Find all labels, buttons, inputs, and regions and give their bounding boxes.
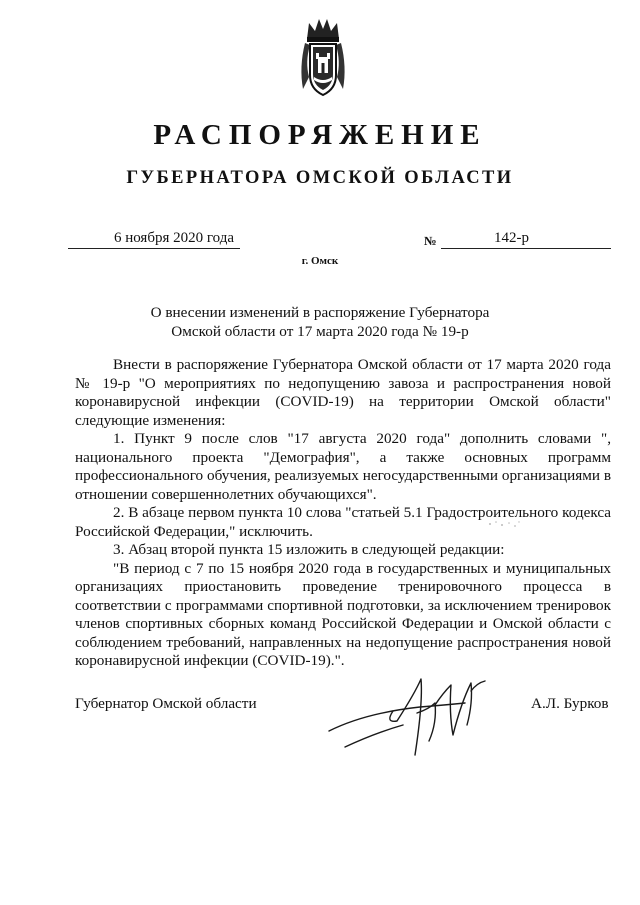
body-quote: "В период с 7 по 15 ноября 2020 года в государственных и муниципальных организациях приостановить проведение тренировочного процесса в соответствии с программами спортивной подготовки, за исключением тренировок членов спортивных сборных команд Российской Федерации и Омской области с соблюдением требований, направленных на недопущение распространения новой коронавирусной инфекции (COVID-19).". xyxy=(75,559,611,669)
document-body xyxy=(75,356,611,671)
body-item-3: 3. Абзац второй пункта 15 изложить в следующей редакции: xyxy=(113,541,505,558)
document-title: РАСПОРЯЖЕНИЕ xyxy=(153,119,487,151)
body-intro: Внести в распоряжение Губернатора Омской области от 17 марта 2020 года № 19-р "О мероприятиях по недопущению завоза и распространения новой коронавирусной инфекции (COVID-19) на территории Омской области" следующие изменения: xyxy=(75,356,611,429)
signatory-name: А.Л. Бурков xyxy=(531,695,609,712)
signature-icon xyxy=(325,663,515,763)
coat-of-arms-icon xyxy=(297,17,349,99)
document-subtitle: ГУБЕРНАТОРА ОМСКОЙ ОБЛАСТИ xyxy=(126,168,514,188)
scan-smudge xyxy=(484,517,524,531)
document-city: г. Омск xyxy=(301,255,339,267)
signatory-position: Губернатор Омской области xyxy=(75,695,257,712)
subject-line-2: Омской области от 17 марта 2020 года № 19-р xyxy=(171,323,469,340)
document-number: 142-р xyxy=(441,228,611,249)
body-item-2: 2. В абзаце первом пункта 10 слова "статьей 5.1 Градостроительного кодекса Российской Федерации," исключить. xyxy=(75,504,611,540)
body-item-1: 1. Пункт 9 после слов "17 августа 2020 года" дополнить словами ", национального проекта "Демография", а также основных программ профессионального обучения, реализуемых негосударственными организациями в отношении совершеннолетних обучающихся". xyxy=(75,430,611,503)
number-sign: № xyxy=(424,234,437,248)
document-date: 6 ноября 2020 года xyxy=(68,228,240,249)
subject-line-1: О внесении изменений в распоряжение Губернатора xyxy=(150,304,490,321)
document-subject xyxy=(70,303,570,341)
